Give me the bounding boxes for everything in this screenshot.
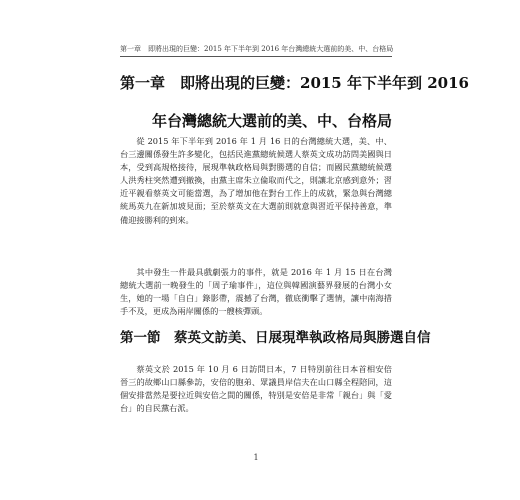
page-number: 1	[253, 453, 259, 462]
chapter-title-line-1: 第一章 即將出現的巨變：2015 年下半年到 2016	[120, 74, 469, 92]
section-title: 第一節 蔡英文訪美、日展現準執政格局與勝選自信	[120, 330, 431, 346]
paragraph-2: 其中發生一件最具戲劇張力的事件，就是 2016 年 1 月 15 日在台灣總統大選前一晚發生的「周子瑜事件」，這位與韓國演藝界發展的台灣小女生，她的一場「自白」錄影帶，震撼了台灣，徹底衝擊了選情，讓中南海措手不及，更成為兩岸關係的一艘核彈頭。	[120, 267, 392, 317]
header-rule	[120, 56, 392, 57]
paragraph-3: 蔡英文於 2015 年 10 月 6 日訪問日本，7 日特別前往日本首相安倍晉三的故鄉山口縣參訪，安倍的胞弟、眾議員岸信夫在山口縣全程陪同，這個安排當然是要拉近與安倍之間的關係，特別是安倍是非常「親台」與「愛台」的自民黨右派。	[120, 364, 392, 414]
chapter-title-line-2: 年台灣總統大選前的美、中、台格局	[151, 112, 392, 130]
paragraph-1: 從 2015 年下半年到 2016 年 1 月 16 日的台灣總統大選，美、中、台三邊關係發生許多變化，包括民進黨總統候選人蔡英文成功訪問美國與日本，受到高規格接待，展現準執政格局與對勝選的自信；而國民黨總統候選人洪秀柱突然遭到撤換，由黨主席朱立倫取而代之，則讓北京感到意外；習近平親看蔡英文可能當選，為了增加他在對台工作上的成就，緊急與台灣總統馬英九在新加坡見面；至於蔡英文在大選前則就意與習近平保持善意，準備迎接勝利的到來。	[120, 136, 392, 225]
running-head: 第一章 即將出現的巨變：2015 年下半年到 2016 年台灣總統大選前的美、中、台格局	[120, 45, 394, 53]
